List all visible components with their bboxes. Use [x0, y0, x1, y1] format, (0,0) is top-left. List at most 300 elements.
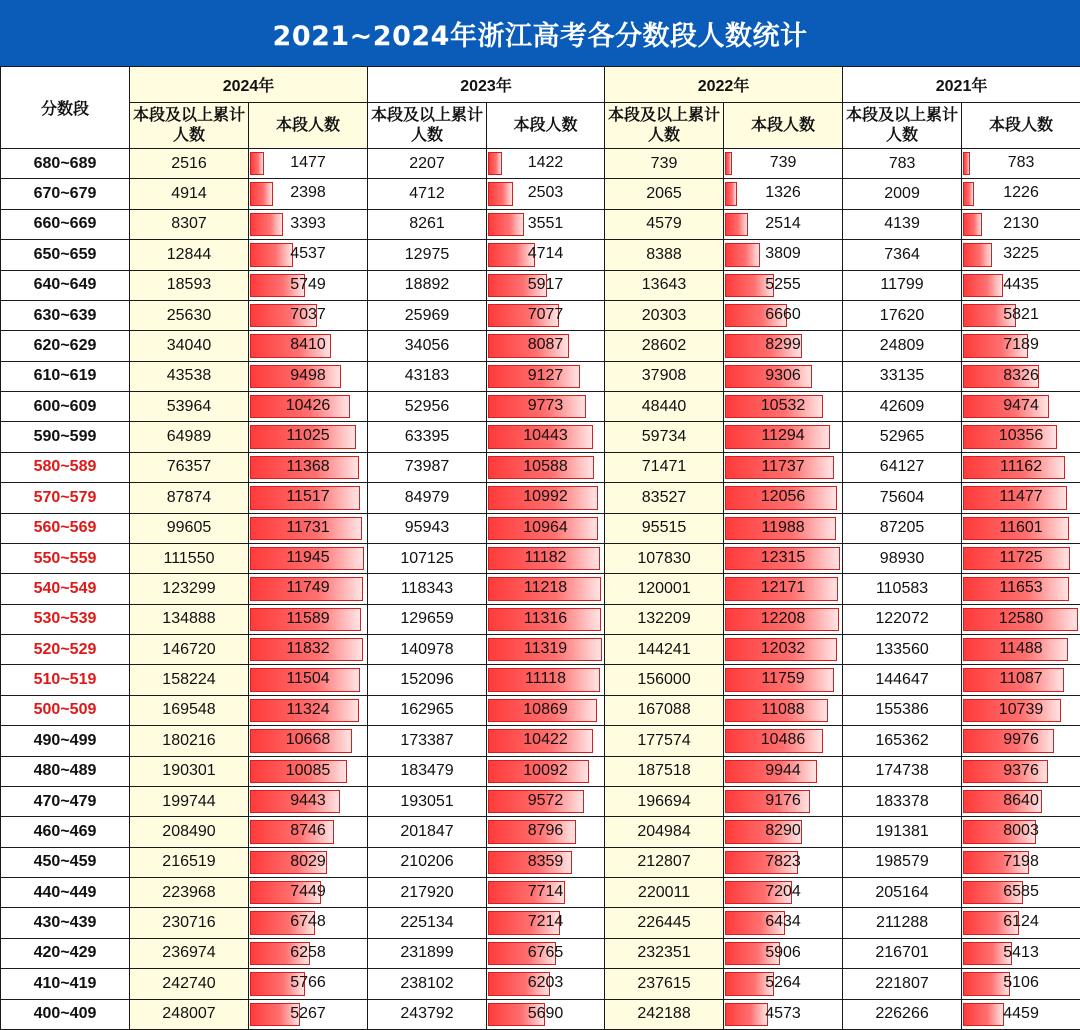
count-value: 2398: [290, 184, 326, 202]
count-value: 8003: [1003, 822, 1039, 840]
count-cell: [724, 361, 843, 391]
count-value: 11087: [999, 670, 1043, 688]
count-value: 8029: [290, 852, 326, 870]
score-range-cell: 440~449: [1, 878, 130, 908]
cumulative-cell: 162965: [368, 695, 487, 725]
count-cell: [487, 209, 605, 239]
count-value: 12171: [760, 579, 806, 597]
count-value: 10422: [523, 731, 568, 749]
cumulative-cell: 18892: [368, 270, 487, 300]
count-cell: [724, 240, 843, 270]
count-cell: [487, 999, 605, 1030]
score-range-cell: 630~639: [1, 300, 130, 330]
cumulative-cell: 98930: [843, 543, 962, 573]
count-value: 4459: [1003, 1004, 1039, 1022]
count-cell: [962, 392, 1080, 422]
count-value: 11725: [999, 548, 1043, 566]
count-value: 5906: [765, 943, 801, 961]
table-row: [1, 908, 1080, 938]
count-value: 8746: [290, 822, 326, 840]
cumulative-cell: 198579: [843, 847, 962, 877]
count-bar: [963, 152, 970, 175]
table-row: [1, 726, 1080, 756]
count-value: 11832: [286, 640, 330, 657]
count-value: 5264: [765, 974, 801, 992]
score-range-cell: 400~409: [1, 999, 130, 1030]
cumulative-cell: 8261: [368, 209, 487, 239]
cumulative-cell: 211288: [843, 908, 962, 938]
count-cell: [249, 847, 368, 877]
count-value: 8796: [527, 822, 564, 840]
count-cell: [249, 422, 368, 452]
cumulative-cell: 11799: [843, 270, 962, 300]
count-cell: [724, 969, 843, 999]
count-value: 8326: [1003, 366, 1039, 384]
count-cell: [724, 483, 843, 513]
count-value: 11517: [286, 488, 330, 506]
score-range-cell: 510~519: [1, 665, 130, 695]
count-cell: [249, 817, 368, 847]
cumulative-cell: 201847: [368, 817, 487, 847]
count-value: 10426: [285, 397, 331, 414]
cumulative-cell: 230716: [130, 908, 249, 938]
count-cell: [962, 422, 1080, 452]
count-cell: [724, 908, 843, 938]
table-row: [1, 999, 1080, 1030]
cumulative-cell: 216701: [843, 938, 962, 968]
cumulative-cell: 43538: [130, 361, 249, 391]
count-value: 10532: [760, 397, 806, 414]
cumulative-cell: 212807: [605, 847, 724, 877]
cumulative-cell: 42609: [843, 392, 962, 422]
cumulative-cell: 24809: [843, 331, 962, 361]
cumulative-cell: 4712: [368, 179, 487, 209]
count-cell: [487, 938, 605, 968]
table-body: [1, 149, 1080, 1030]
cumulative-cell: 63395: [368, 422, 487, 452]
count-value: 11316: [523, 609, 568, 627]
cumulative-cell: 183378: [843, 786, 962, 816]
count-cell: [249, 209, 368, 239]
cumulative-cell: 122072: [843, 604, 962, 634]
count-value: 6585: [1003, 883, 1039, 900]
count-cell: [249, 574, 368, 604]
cumulative-cell: 8388: [605, 240, 724, 270]
count-value: 2514: [765, 214, 801, 232]
count-cell: [249, 786, 368, 816]
count-cell: [962, 361, 1080, 391]
count-cell: [487, 452, 605, 482]
count-cell: [724, 543, 843, 573]
cumulative-cell: 2065: [605, 179, 724, 209]
count-cell: [487, 422, 605, 452]
cumulative-cell: 13643: [605, 270, 724, 300]
count-cell: [962, 604, 1080, 634]
score-range-cell: 640~649: [1, 270, 130, 300]
cumulative-cell: 107125: [368, 543, 487, 573]
cumulative-cell: 173387: [368, 726, 487, 756]
count-cell: [724, 726, 843, 756]
cumulative-cell: 210206: [368, 847, 487, 877]
cumulative-cell: 177574: [605, 726, 724, 756]
count-value: 8359: [527, 852, 564, 870]
cumulative-cell: 243792: [368, 999, 487, 1030]
cumulative-cell: 180216: [130, 726, 249, 756]
count-cell: [487, 392, 605, 422]
count-cell: [487, 635, 605, 665]
cumulative-cell: 118343: [368, 574, 487, 604]
count-cell: [962, 878, 1080, 908]
count-bar: [250, 182, 273, 205]
count-cell: [724, 452, 843, 482]
count-cell: [962, 240, 1080, 270]
count-bar: [963, 274, 1003, 297]
count-cell: [724, 513, 843, 543]
cumulative-cell: 33135: [843, 361, 962, 391]
count-value: 2130: [1003, 214, 1039, 232]
count-bar: [725, 182, 737, 205]
cumulative-cell: 204984: [605, 817, 724, 847]
count-cell: [962, 847, 1080, 877]
count-value: 10964: [523, 518, 568, 536]
count-value: 7214: [527, 913, 564, 931]
score-range-cell: 490~499: [1, 726, 130, 756]
cumulative-cell: 4579: [605, 209, 724, 239]
count-cell: [487, 361, 605, 391]
cumulative-cell: 231899: [368, 938, 487, 968]
cumulative-cell: 43183: [368, 361, 487, 391]
score-range-cell: 600~609: [1, 392, 130, 422]
cumulative-cell: 191381: [843, 817, 962, 847]
count-cell: [962, 513, 1080, 543]
count-value: 8087: [527, 336, 564, 354]
cumulative-cell: 8307: [130, 209, 249, 239]
count-cell: [487, 969, 605, 999]
cumulative-cell: 133560: [843, 635, 962, 665]
count-cell: [487, 543, 605, 573]
count-value: 11504: [286, 670, 330, 688]
cumulative-cell: 242188: [605, 999, 724, 1030]
count-cell: [249, 635, 368, 665]
count-value: 5413: [1003, 943, 1039, 961]
count-cell: [962, 483, 1080, 513]
count-bar: [725, 1003, 768, 1027]
cumulative-cell: 242740: [130, 969, 249, 999]
table-row: [1, 240, 1080, 270]
count-cell: [962, 726, 1080, 756]
count-cell: [249, 149, 368, 179]
count-cell: [962, 938, 1080, 968]
score-range-cell: 660~669: [1, 209, 130, 239]
count-cell: [724, 756, 843, 786]
cumulative-cell: 208490: [130, 817, 249, 847]
table-row: [1, 635, 1080, 665]
count-value: 11945: [286, 548, 330, 566]
count-bar: [488, 152, 502, 175]
count-value: 12056: [760, 488, 806, 506]
cumulative-cell: 84979: [368, 483, 487, 513]
cumulative-header: 本段及以上累计人数: [605, 103, 724, 149]
cumulative-cell: 167088: [605, 695, 724, 725]
cumulative-cell: 75604: [843, 483, 962, 513]
score-column-header: 分数段: [1, 67, 130, 149]
count-value: 7714: [527, 883, 564, 900]
cumulative-cell: 20303: [605, 300, 724, 330]
count-cell: [724, 665, 843, 695]
cumulative-cell: 225134: [368, 908, 487, 938]
cumulative-cell: 2516: [130, 149, 249, 179]
cumulative-header: 本段及以上累计人数: [843, 103, 962, 149]
count-cell: [724, 999, 843, 1030]
count-value: 1422: [527, 154, 564, 171]
count-value: 3393: [290, 214, 326, 232]
count-cell: [487, 270, 605, 300]
count-value: 12208: [760, 609, 806, 627]
count-value: 5917: [527, 275, 564, 293]
count-value: 9127: [527, 366, 564, 384]
cumulative-cell: 59734: [605, 422, 724, 452]
count-cell: [487, 604, 605, 634]
count-value: 9572: [527, 791, 564, 809]
count-value: 11118: [525, 670, 566, 688]
count-cell: [962, 149, 1080, 179]
count-value: 7037: [290, 305, 326, 323]
count-cell: [962, 331, 1080, 361]
count-cell: [962, 543, 1080, 573]
score-range-cell: 670~679: [1, 179, 130, 209]
cumulative-cell: 220011: [605, 878, 724, 908]
cumulative-cell: 99605: [130, 513, 249, 543]
cumulative-cell: 196694: [605, 786, 724, 816]
score-range-cell: 620~629: [1, 331, 130, 361]
year-header-2021: 2021年: [843, 67, 1080, 103]
count-value: 11368: [286, 457, 330, 475]
cumulative-cell: 7364: [843, 240, 962, 270]
score-range-cell: 500~509: [1, 695, 130, 725]
table-row: [1, 756, 1080, 786]
count-cell: [962, 999, 1080, 1030]
count-cell: [724, 878, 843, 908]
count-bar: [488, 213, 524, 236]
cumulative-cell: 158224: [130, 665, 249, 695]
cumulative-cell: 217920: [368, 878, 487, 908]
count-cell: [487, 786, 605, 816]
cumulative-cell: 169548: [130, 695, 249, 725]
cumulative-cell: 134888: [130, 604, 249, 634]
count-value: 10085: [285, 761, 331, 779]
count-cell: [487, 240, 605, 270]
table-row: [1, 179, 1080, 209]
cumulative-cell: 140978: [368, 635, 487, 665]
score-range-cell: 480~489: [1, 756, 130, 786]
cumulative-cell: 187518: [605, 756, 724, 786]
year-header-2023: 2023年: [368, 67, 605, 103]
count-value: 12580: [998, 609, 1044, 627]
count-cell: [962, 969, 1080, 999]
table-row: [1, 574, 1080, 604]
count-cell: [249, 300, 368, 330]
cumulative-cell: 95515: [605, 513, 724, 543]
cumulative-cell: 95943: [368, 513, 487, 543]
count-cell: [249, 726, 368, 756]
cumulative-cell: 107830: [605, 543, 724, 573]
page-title: 2021~2024年浙江高考各分数段人数统计: [0, 0, 1080, 66]
count-value: 9944: [765, 761, 801, 779]
count-value: 11162: [999, 457, 1043, 475]
table-row: [1, 817, 1080, 847]
cumulative-cell: 37908: [605, 361, 724, 391]
count-cell: [724, 331, 843, 361]
table-row: [1, 878, 1080, 908]
count-bar: [250, 243, 293, 266]
table-row: [1, 938, 1080, 968]
table-row: [1, 149, 1080, 179]
score-range-cell: 430~439: [1, 908, 130, 938]
count-value: 10739: [998, 700, 1044, 718]
count-value: 9306: [765, 366, 801, 384]
count-value: 11182: [524, 548, 567, 566]
count-cell: [487, 756, 605, 786]
count-cell: [249, 331, 368, 361]
score-range-cell: 610~619: [1, 361, 130, 391]
count-cell: [249, 878, 368, 908]
count-value: 11025: [286, 427, 330, 445]
count-value: 9443: [290, 791, 326, 809]
cumulative-cell: 129659: [368, 604, 487, 634]
count-cell: [962, 574, 1080, 604]
cumulative-cell: 48440: [605, 392, 724, 422]
count-bar: [963, 1003, 1004, 1027]
table-row: [1, 422, 1080, 452]
count-cell: [724, 270, 843, 300]
count-value: 11319: [523, 640, 568, 657]
cumulative-cell: 64127: [843, 452, 962, 482]
cumulative-cell: 12844: [130, 240, 249, 270]
score-range-cell: 470~479: [1, 786, 130, 816]
count-cell: [249, 392, 368, 422]
count-value: 9474: [1003, 397, 1039, 414]
score-range-cell: 560~569: [1, 513, 130, 543]
count-cell: [487, 908, 605, 938]
count-cell: [724, 392, 843, 422]
count-value: 11759: [761, 670, 805, 688]
count-bar: [963, 243, 992, 266]
cumulative-cell: 783: [843, 149, 962, 179]
count-value: 8290: [765, 822, 801, 840]
count-cell: [487, 574, 605, 604]
count-value: 10092: [523, 761, 568, 779]
cumulative-cell: 28602: [605, 331, 724, 361]
count-cell: [962, 270, 1080, 300]
cumulative-cell: 4914: [130, 179, 249, 209]
count-value: 11477: [999, 488, 1043, 506]
table-row: [1, 513, 1080, 543]
count-cell: [487, 726, 605, 756]
count-bar: [725, 213, 748, 236]
cumulative-cell: 2009: [843, 179, 962, 209]
cumulative-cell: 4139: [843, 209, 962, 239]
count-value: 3551: [527, 214, 564, 232]
count-value: 783: [1007, 154, 1035, 171]
cumulative-cell: 34040: [130, 331, 249, 361]
count-cell: [724, 604, 843, 634]
count-value: 10486: [760, 731, 806, 749]
count-header: 本段人数: [249, 103, 368, 149]
table-row: [1, 786, 1080, 816]
cumulative-cell: 226445: [605, 908, 724, 938]
cumulative-cell: 110583: [843, 574, 962, 604]
score-range-cell: 650~659: [1, 240, 130, 270]
count-value: 8640: [1003, 791, 1039, 809]
cumulative-cell: 132209: [605, 604, 724, 634]
cumulative-cell: 76357: [130, 452, 249, 482]
count-value: 9773: [527, 397, 564, 414]
count-cell: [962, 695, 1080, 725]
count-value: 8410: [290, 336, 326, 354]
cumulative-cell: 236974: [130, 938, 249, 968]
score-range-cell: 550~559: [1, 543, 130, 573]
cumulative-cell: 83527: [605, 483, 724, 513]
count-cell: [249, 240, 368, 270]
cumulative-cell: 146720: [130, 635, 249, 665]
count-cell: [962, 786, 1080, 816]
score-range-cell: 530~539: [1, 604, 130, 634]
count-cell: [487, 300, 605, 330]
cumulative-cell: 156000: [605, 665, 724, 695]
count-value: 4435: [1003, 275, 1039, 293]
count-value: 11088: [761, 700, 805, 718]
cumulative-cell: 205164: [843, 878, 962, 908]
count-value: 10356: [998, 427, 1044, 445]
count-cell: [724, 300, 843, 330]
count-value: 7189: [1003, 336, 1039, 354]
count-cell: [249, 665, 368, 695]
cumulative-cell: 34056: [368, 331, 487, 361]
cumulative-cell: 190301: [130, 756, 249, 786]
table-row: [1, 209, 1080, 239]
count-value: 7204: [765, 883, 801, 900]
count-cell: [249, 483, 368, 513]
count-cell: [962, 817, 1080, 847]
cumulative-cell: 238102: [368, 969, 487, 999]
table-row: [1, 270, 1080, 300]
score-range-cell: 590~599: [1, 422, 130, 452]
count-value: 4714: [527, 245, 564, 263]
cumulative-cell: 144647: [843, 665, 962, 695]
count-value: 6258: [290, 943, 326, 961]
cumulative-cell: 25630: [130, 300, 249, 330]
count-value: 5821: [1003, 305, 1039, 323]
count-value: 11294: [761, 427, 805, 445]
count-cell: [249, 270, 368, 300]
count-cell: [249, 179, 368, 209]
count-value: 3225: [1003, 245, 1039, 263]
table-row: [1, 543, 1080, 573]
count-value: 7077: [527, 305, 564, 323]
score-range-cell: 540~549: [1, 574, 130, 604]
count-cell: [724, 179, 843, 209]
count-cell: [249, 695, 368, 725]
cumulative-cell: 248007: [130, 999, 249, 1030]
score-table: [0, 66, 1080, 1030]
cumulative-cell: 165362: [843, 726, 962, 756]
count-value: 4573: [765, 1004, 801, 1022]
cumulative-cell: 53964: [130, 392, 249, 422]
count-value: 9498: [290, 366, 326, 384]
count-cell: [487, 149, 605, 179]
count-cell: [962, 179, 1080, 209]
count-bar: [488, 182, 513, 205]
